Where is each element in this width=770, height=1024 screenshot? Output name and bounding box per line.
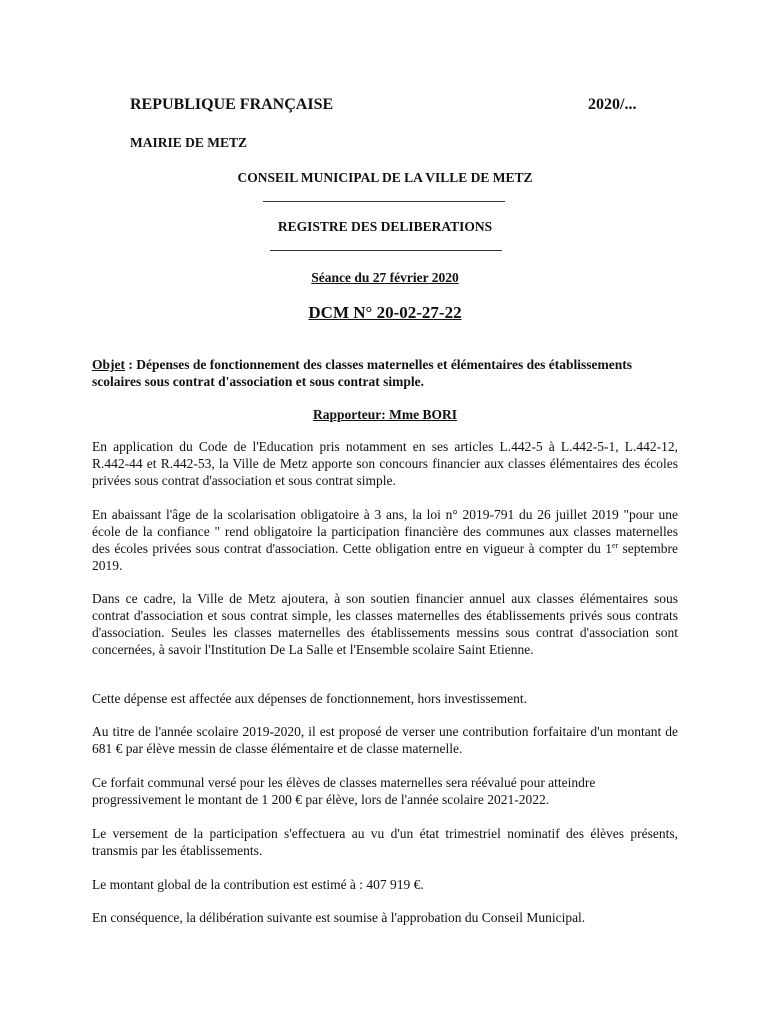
objet-label: Objet — [92, 357, 125, 372]
divider-line — [263, 201, 505, 202]
paragraph-6: Ce forfait communal versé pour les élèves de classes maternelles sera réévalué pour atteindre progressivement le montant de 1 200 € par élève, lors de l'année scolaire 2021-2022. — [92, 775, 596, 807]
paragraph-8: Le montant global de la contribution est estimé à : 407 919 €. — [92, 877, 424, 892]
paragraph-3: Dans ce cadre, la Ville de Metz ajoutera, à son soutien financier annuel aux classes élémentaires sous contrat d'association et sous contrat simple, les classes maternelles des établissements privés sous contrats d'association. Seules les classes maternelles des établissements messins sous contrat d'association sont concernées, à savoir l'Institution De La Salle et l'Ensemble scolaire Saint Etienne. — [92, 591, 678, 657]
reference-number: 2020/... — [588, 96, 637, 113]
divider-line — [270, 250, 502, 251]
conseil-heading: CONSEIL MUNICIPAL DE LA VILLE DE METZ — [237, 170, 533, 185]
registre-heading: REGISTRE DES DELIBERATIONS — [277, 219, 493, 234]
dcm-number: DCM N° 20-02-27-22 — [308, 303, 462, 322]
paragraph-2-end: septembre 2019. — [92, 541, 678, 573]
seance-date: Séance du 27 février 2020 — [311, 270, 459, 285]
mairie-heading: MAIRIE DE METZ — [130, 135, 248, 150]
paragraph-7: Le versement de la participation s'effectuera au vu d'un état trimestriel nominatif des élèves présents, transmis par les établissements. — [92, 826, 678, 858]
rapporteur: Rapporteur: Mme BORI — [313, 407, 457, 422]
paragraph-2 — [92, 506, 678, 574]
paragraph-2-text: En abaissant l'âge de la scolarisation obligatoire à 3 ans, la loi n° 2019-791 du 26 juillet 2019 "pour une école de la confiance " rend obligatoire la participation financière des communes aux classes maternelles des écoles privées sous contrat d'association. Cette obligation entre en vigueur à compter du 1 — [92, 507, 678, 556]
republique-heading: REPUBLIQUE FRANÇAISE — [130, 96, 334, 113]
objet-text: : Dépenses de fonctionnement des classes maternelles et élémentaires des établissements scolaires sous contrat d'association et sous contrat simple. — [92, 357, 633, 389]
paragraph-9: En conséquence, la délibération suivante est soumise à l'approbation du Conseil Municipal. — [92, 910, 586, 925]
paragraph-1: En application du Code de l'Education pris notamment en ses articles L.442-5 à L.442-5-1, L.442-12, R.442-44 et R.442-53, la Ville de Metz apporte son concours financier aux classes élémentaires des écoles privées sous contrat d'association et sous contrat simple. — [92, 439, 678, 488]
objet-block — [92, 356, 682, 390]
ordinal-superscript: er — [611, 541, 619, 550]
paragraph-4: Cette dépense est affectée aux dépenses de fonctionnement, hors investissement. — [92, 691, 527, 706]
paragraph-5: Au titre de l'année scolaire 2019-2020, il est proposé de verser une contribution forfaitaire d'un montant de 681 € par élève messin de classe élémentaire et de classe maternelle. — [92, 724, 678, 756]
